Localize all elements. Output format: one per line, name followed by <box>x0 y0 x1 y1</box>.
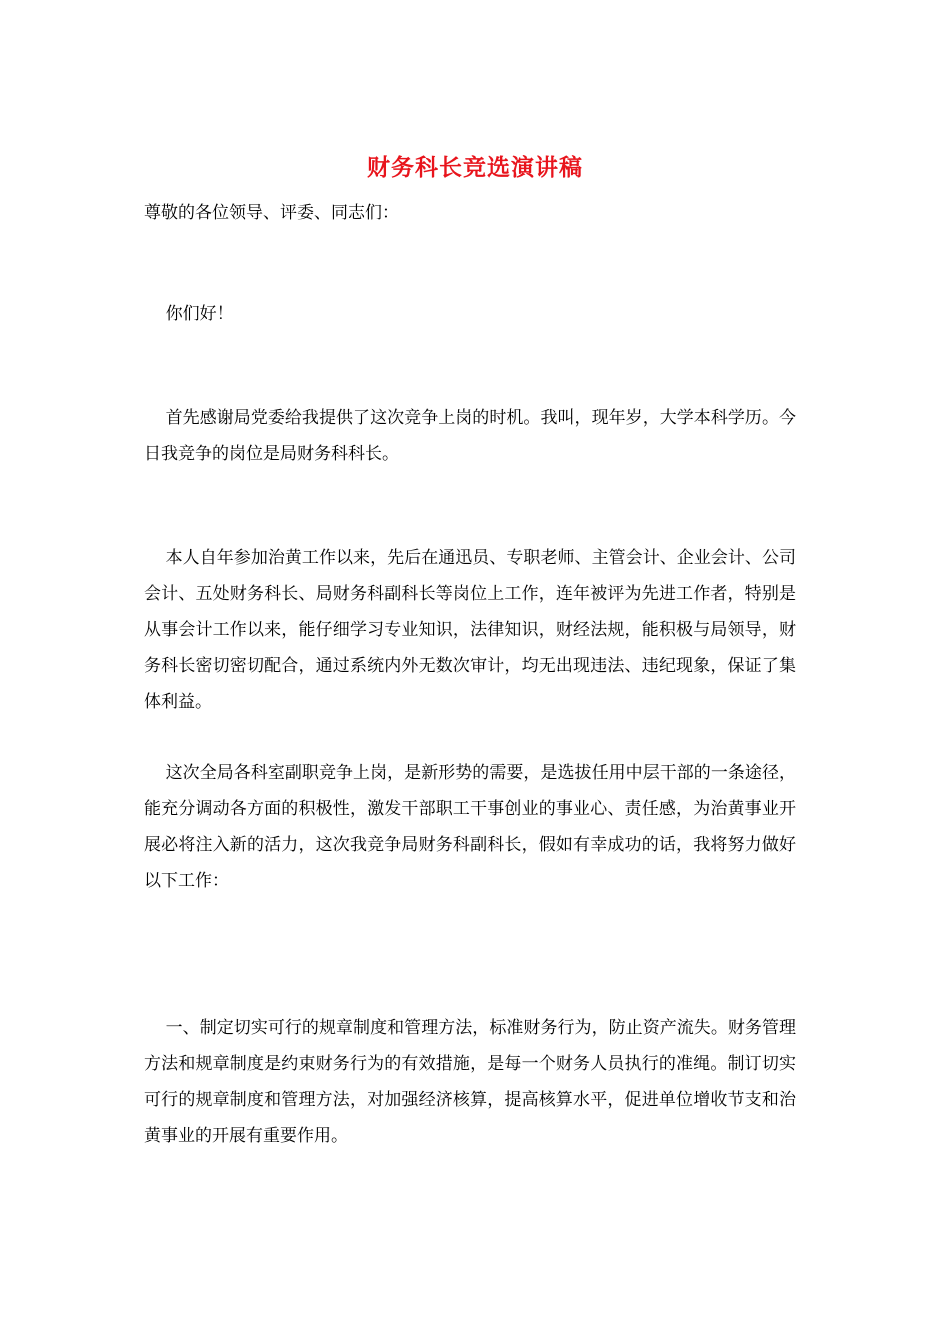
paragraph-greeting: 你们好！ <box>165 304 234 324</box>
paragraph-plan-one: 一、制定切实可行的规章制度和管理方法，标准财务行为，防止资产流失。财务管理方法和规章制度是约束财务行为的有效措施，是每一个财务人员执行的准绳。制订切实可行的规章制度和管理方法，对加强经济核算，提高核算水平，促进单位增收节支和治黄事业的开展有重要作用。 <box>144 1018 796 1146</box>
salutation: 尊敬的各位领导、评委、同志们： <box>144 203 399 223</box>
paragraph-motivation: 这次全局各科室副职竞争上岗，是新形势的需要，是选拔任用中层干部的一条途径，能充分调动各方面的积极性，激发干部职工干事创业的事业心、责任感，为治黄事业开展必将注入新的活力，这次我竞争局财务科副科长，假如有幸成功的话，我将努力做好以下工作： <box>144 763 796 891</box>
paragraph-introduction: 首先感谢局党委给我提供了这次竞争上岗的时机。我叫，现年岁，大学本科学历。今日我竞争的岗位是局财务科科长。 <box>144 408 796 464</box>
document-title: 财务科长竞选演讲稿 <box>367 154 583 181</box>
paragraph-work-history: 本人自年参加治黄工作以来，先后在通迅员、专职老师、主管会计、企业会计、公司会计、五处财务科长、局财务科副科长等岗位上工作，连年被评为先进工作者，特别是从事会计工作以来，能仔细学习专业知识，法律知识，财经法规，能积极与局领导，财务科长密切密切配合，通过系统内外无数次审计，均无出现违法、违纪现象，保证了集体利益。 <box>144 548 796 712</box>
